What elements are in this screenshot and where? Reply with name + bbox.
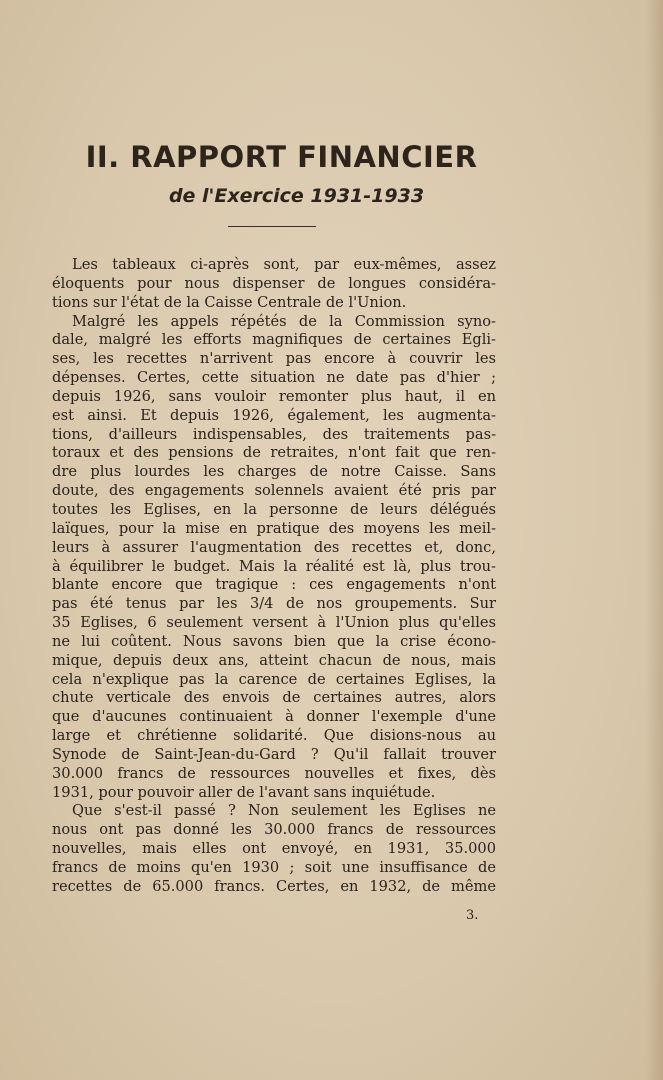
text-line: doute, des engagements solennels avaient été pris par (52, 482, 496, 500)
section-title: II. RAPPORT FINANCIER (85, 140, 478, 174)
text-line: francs de moins qu'en 1930 ; soit une insuffisance de (52, 859, 496, 876)
text-line: toutes les Eglises, en la personne de leurs délégués (52, 500, 496, 518)
text-line: Les tableaux ci-après sont, par eux-mêmes, assez (72, 256, 496, 273)
text-line: 1931, pour pouvoir aller de l'avant sans inquiétude. (52, 783, 436, 801)
text-line: Synode de Saint-Jean-du-Gard ? Qu'il fallait trouver (52, 745, 496, 763)
text-line: toraux et des pensions de retraites, n'ont fait que ren- (52, 444, 496, 462)
text-line: large et chrétienne solidarité. Que disions-nous au (52, 727, 496, 745)
text-line: dre plus lourdes les charges de notre Caisse. Sans (52, 463, 496, 481)
text-line: nouvelles, mais elles ont envoyé, en 1931, 35.000 (52, 840, 496, 858)
text-line: Que s'est-il passé ? Non seulement les Eglises ne (72, 802, 496, 820)
text-line: à équilibrer le budget. Mais la réalité est là, plus trou- (52, 557, 496, 575)
text-line: 30.000 francs de ressources nouvelles et fixes, dès (52, 764, 496, 782)
text-line: tions, d'ailleurs indispensables, des traitements pas- (52, 425, 496, 443)
text-line: cela n'explique pas la carence de certaines Eglises, la (52, 670, 496, 688)
text-line: laïques, pour la mise en pratique des moyens les meil- (52, 519, 496, 537)
text-line: est ainsi. Et depuis 1926, également, les augmenta- (52, 406, 496, 424)
text-line: mique, depuis deux ans, atteint chacun de nous, mais (52, 651, 496, 669)
text-line: dépenses. Certes, cette situation ne date pas d'hier ; (52, 369, 496, 387)
section-subtitle: de l'Exercice 1931-1933 (168, 185, 425, 207)
report-body (52, 256, 496, 897)
text-line: éloquents pour nous dispenser de longues considéra- (52, 274, 496, 292)
title-divider (228, 226, 316, 227)
text-line: 35 Eglises, 6 seulement versent à l'Union plus qu'elles (52, 614, 496, 632)
text-line: Malgré les appels répétés de la Commission syno- (72, 312, 496, 330)
text-line: dale, malgré les efforts magnifiques de certaines Egli- (52, 331, 496, 349)
text-line: nous ont pas donné les 30.000 francs de ressources (52, 821, 496, 839)
text-line: ne lui coûtent. Nous savons bien que la crise écono- (52, 632, 496, 650)
text-line: blante encore que tragique : ces engagements n'ont (52, 576, 496, 594)
page-fold-shadow (646, 0, 663, 1080)
text-line: leurs à assurer l'augmentation des recettes et, donc, (52, 538, 496, 556)
text-line: recettes de 65.000 francs. Certes, en 1932, de même (52, 877, 496, 895)
text-line: depuis 1926, sans vouloir remonter plus haut, il en (52, 387, 496, 405)
text-line: pas été tenus par les 3/4 de nos groupements. Sur (52, 595, 496, 613)
text-line: ses, les recettes n'arrivent pas encore à couvrir les (52, 350, 496, 368)
page-number: 3. (466, 908, 479, 923)
text-line: tions sur l'état de la Caisse Centrale de l'Union. (52, 293, 407, 311)
text-line: chute verticale des envois de certaines autres, alors (52, 689, 496, 707)
text-line: que d'aucunes continuaient à donner l'exemple d'une (52, 708, 496, 726)
